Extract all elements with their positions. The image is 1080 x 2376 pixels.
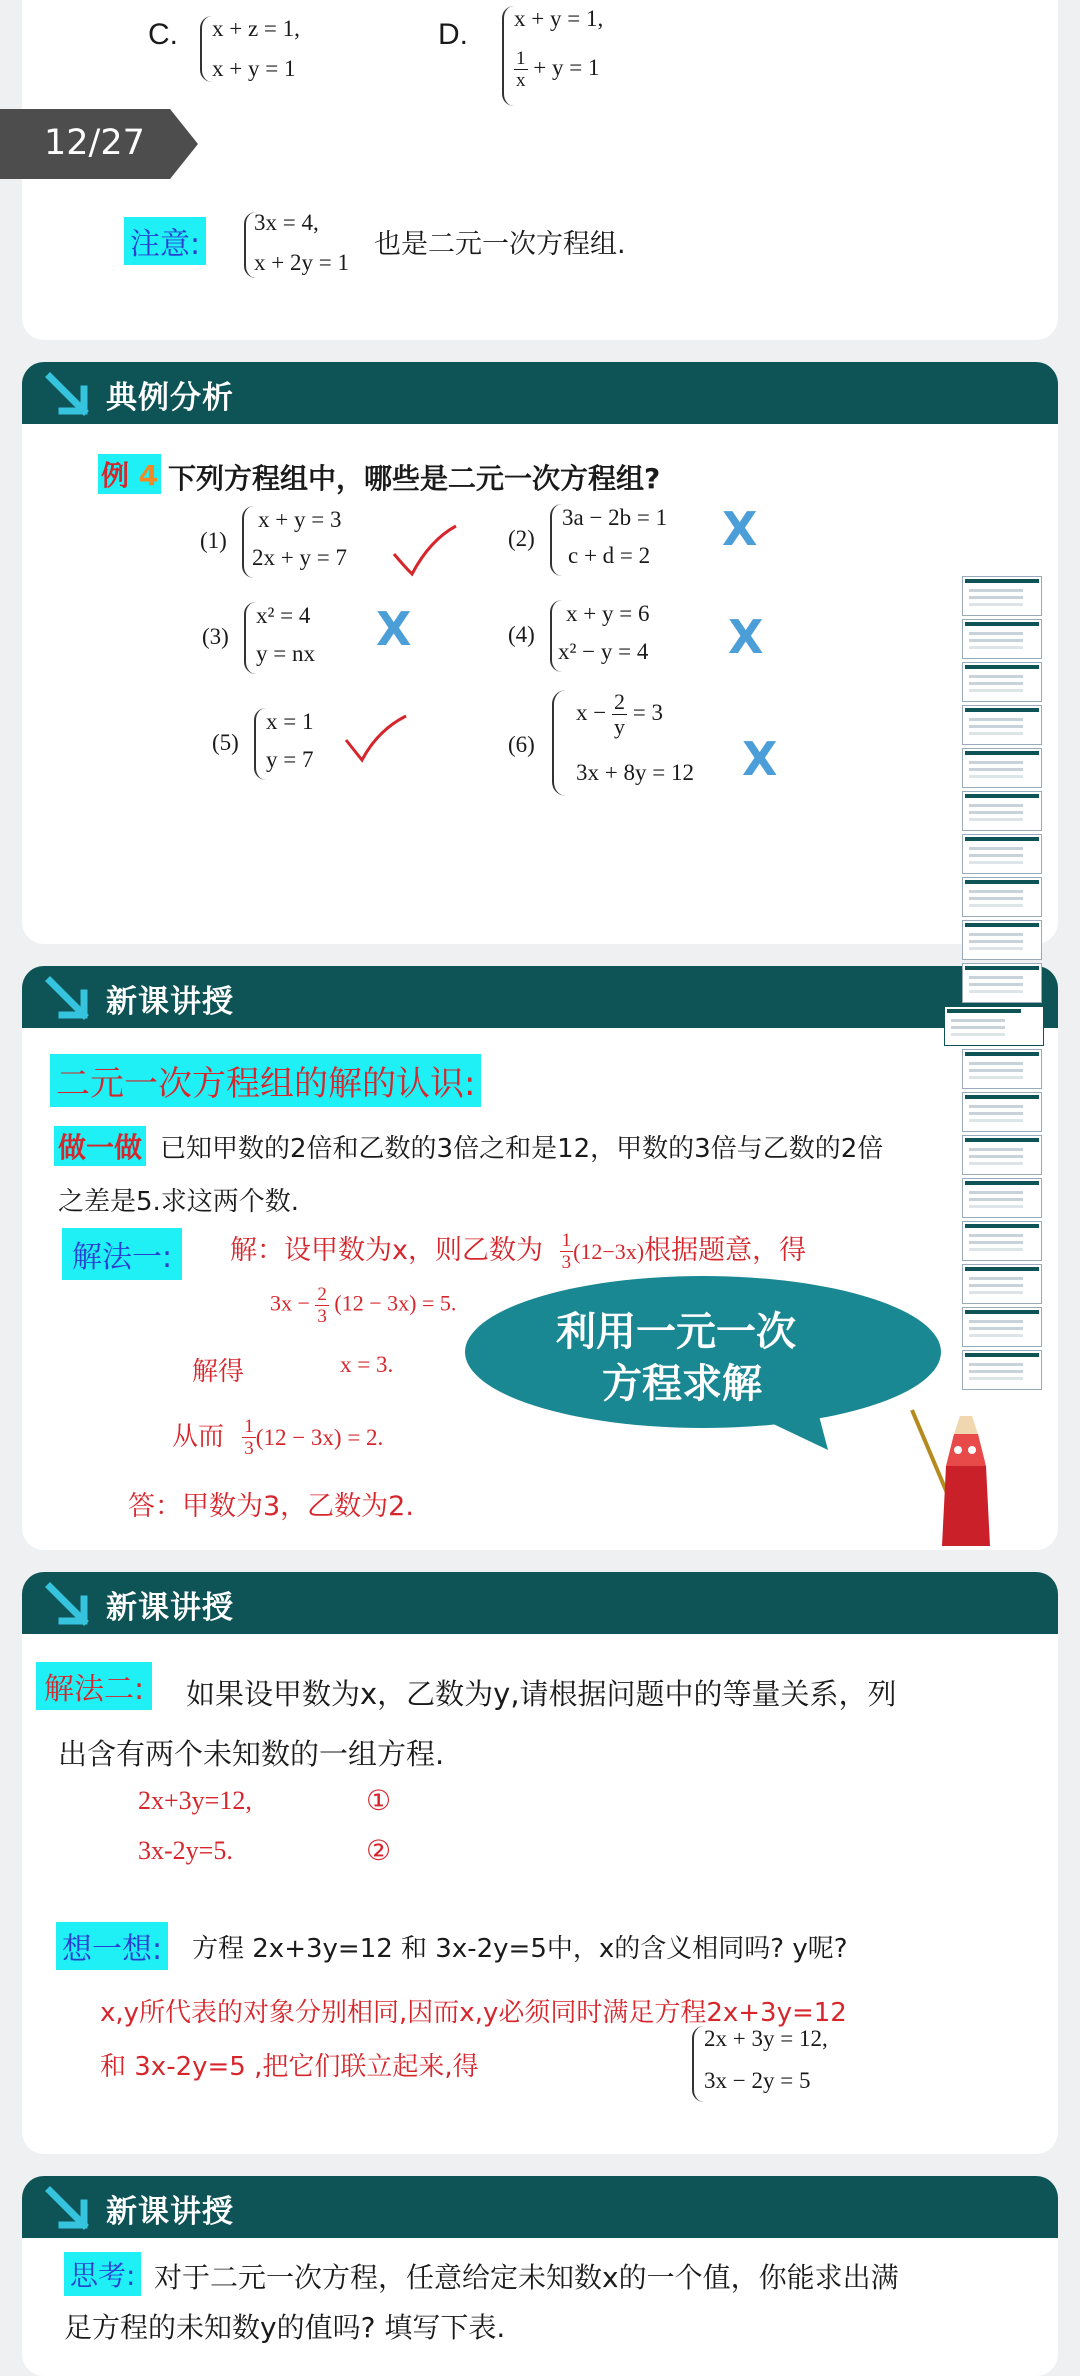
method-one-tail: 根据题意，得 bbox=[644, 1235, 807, 1266]
arrow-down-right-icon bbox=[44, 369, 92, 417]
option-d-label: D. bbox=[438, 18, 468, 51]
think-text-line1: 对于二元一次方程，任意给定未知数x的一个值，你能求出满 bbox=[154, 2261, 899, 2294]
think-label: 想一想: bbox=[56, 1922, 168, 1970]
system-eq1: 2x+3y=12, bbox=[138, 1786, 252, 1815]
task-text-line1: 已知甲数的2倍和乙数的3倍之和是12，甲数的3倍与乙数的2倍 bbox=[160, 1134, 884, 1164]
system-4-eq1: x + y = 6 bbox=[566, 601, 650, 626]
arrow-down-right-icon bbox=[44, 973, 92, 1021]
slide-thumbnail[interactable] bbox=[962, 1092, 1042, 1132]
method-two-label: 解法二: bbox=[36, 1662, 152, 1710]
system-6-frac-den: y bbox=[613, 714, 625, 739]
slide-thumbnail[interactable] bbox=[962, 791, 1042, 831]
arrow-down-right-icon bbox=[44, 1579, 92, 1627]
slide-thumbnail[interactable] bbox=[962, 619, 1042, 659]
example-number: 4 bbox=[138, 459, 159, 492]
checkmark-icon bbox=[390, 522, 460, 582]
page-indicator bbox=[0, 109, 198, 179]
teacher-pencil-figure bbox=[906, 1406, 996, 1550]
bubble-line2: 方程求解 bbox=[602, 1361, 762, 1407]
system-6-eq1-left: x − bbox=[576, 699, 607, 725]
solve-value: x = 3. bbox=[340, 1352, 394, 1377]
answer-text: 答：甲数为3，乙数为2. bbox=[128, 1491, 414, 1522]
answer-line2: 和 3x-2y=5 ,把它们联立起来,得 bbox=[100, 2052, 479, 2082]
method-two-text-line1: 如果设甲数为x，乙数为y,请根据问题中的等量关系，列 bbox=[186, 1677, 897, 1711]
system-3-eq2: y = nx bbox=[256, 641, 315, 666]
slide-thumbnail[interactable] bbox=[962, 1135, 1042, 1175]
equation-frac-den: 3 bbox=[317, 1306, 327, 1327]
system-1-eq2: 2x + y = 7 bbox=[252, 545, 347, 570]
task-text-line2: 之差是5.求这两个数. bbox=[58, 1187, 300, 1217]
section-header bbox=[22, 2176, 1058, 2238]
slide-card-example bbox=[22, 362, 1058, 944]
example-label bbox=[98, 454, 161, 494]
solve-label: 解得 bbox=[192, 1357, 245, 1387]
system-6-eq2: 3x + 8y = 12 bbox=[576, 760, 694, 785]
option-c-eq1: x + z = 1, bbox=[212, 16, 300, 41]
slide-thumbnail[interactable] bbox=[962, 963, 1042, 1003]
system-4-eq2: x² − y = 4 bbox=[558, 639, 649, 664]
system-6-frac-num: 2 bbox=[613, 689, 625, 714]
slide-thumbnail-current[interactable] bbox=[944, 1006, 1044, 1046]
method-one-lead: 解：设甲数为x，则乙数为 bbox=[230, 1235, 543, 1266]
slide-thumbnail[interactable] bbox=[962, 662, 1042, 702]
slide-card-think bbox=[22, 2176, 1058, 2376]
cross-icon: X bbox=[722, 502, 758, 556]
thus-frac-den: 3 bbox=[244, 1438, 254, 1459]
option-c-label: C. bbox=[148, 18, 178, 51]
equation-right: (12 − 3x) = 5. bbox=[334, 1290, 457, 1316]
cross-icon: X bbox=[728, 610, 764, 664]
system-2-brace bbox=[550, 504, 562, 576]
slide-thumbnail[interactable] bbox=[962, 748, 1042, 788]
thus-frac-num: 1 bbox=[244, 1416, 254, 1437]
combined-system-eq1: 2x + 3y = 12, bbox=[704, 2026, 828, 2051]
thus-line bbox=[172, 1416, 383, 1459]
system-6-eq1-right: = 3 bbox=[632, 699, 663, 725]
method-one-frac-den: 3 bbox=[561, 1252, 572, 1273]
system-eq2-number: ② bbox=[366, 1834, 392, 1867]
system-2-number: (2) bbox=[508, 526, 535, 551]
combined-system-eq2: 3x − 2y = 5 bbox=[704, 2068, 811, 2093]
slide-thumbnail[interactable] bbox=[962, 1178, 1042, 1218]
slide-thumbnail[interactable] bbox=[962, 1307, 1042, 1347]
option-d-eq2-rest: + y = 1 bbox=[533, 54, 600, 80]
system-4-number: (4) bbox=[508, 622, 535, 647]
method-one-expr: (12−3x) bbox=[573, 1239, 645, 1264]
slide-thumbnail[interactable] bbox=[962, 1049, 1042, 1089]
slide-thumbnail[interactable] bbox=[962, 705, 1042, 745]
system-6-number: (6) bbox=[508, 732, 535, 757]
answer-line1: x,y所代表的对象分别相同,因而x,y必须同时满足方程2x+3y=12 bbox=[100, 1998, 847, 2028]
method-one-text bbox=[230, 1228, 806, 1273]
section-header bbox=[22, 966, 1058, 1028]
equation-frac-num: 2 bbox=[317, 1284, 327, 1305]
bubble-line1: 利用一元一次 bbox=[556, 1309, 796, 1355]
note-text: 也是二元一次方程组. bbox=[374, 229, 626, 260]
slide-thumbnail[interactable] bbox=[962, 834, 1042, 874]
system-2-eq2: c + d = 2 bbox=[568, 543, 651, 568]
option-c-eq2: x + y = 1 bbox=[212, 56, 296, 81]
note-eq2: x + 2y = 1 bbox=[254, 250, 349, 275]
slide-thumbnail[interactable] bbox=[962, 877, 1042, 917]
slide-thumbnail[interactable] bbox=[962, 1221, 1042, 1261]
option-c-brace bbox=[200, 16, 212, 82]
slide-thumbnail[interactable] bbox=[962, 1350, 1042, 1390]
system-6-brace bbox=[552, 690, 566, 796]
option-d-eq2 bbox=[514, 48, 599, 91]
note-label: 注意: bbox=[124, 217, 206, 265]
system-3-eq1: x² = 4 bbox=[256, 603, 311, 628]
slide-thumbnail[interactable] bbox=[962, 1264, 1042, 1304]
combined-system-brace bbox=[692, 2026, 704, 2102]
method-one-label: 解法一: bbox=[62, 1228, 182, 1280]
section-header bbox=[22, 362, 1058, 424]
think-text-line2: 足方程的未知数y的值吗? 填写下表. bbox=[64, 2311, 506, 2344]
system-5-eq1: x = 1 bbox=[266, 709, 314, 734]
slide-thumbnail[interactable] bbox=[962, 576, 1042, 616]
checkmark-icon bbox=[342, 712, 412, 766]
option-d-brace bbox=[502, 6, 514, 106]
system-5-brace bbox=[254, 708, 266, 780]
arrow-down-right-icon bbox=[44, 2183, 92, 2231]
task-label: 做一做 bbox=[54, 1126, 146, 1166]
option-d-frac-num: 1 bbox=[516, 48, 526, 69]
system-3-number: (3) bbox=[202, 624, 229, 649]
section-title: 新课讲授 bbox=[106, 2194, 234, 2230]
page-indicator-text: 12/27 bbox=[44, 123, 145, 163]
system-2-eq1: 3a − 2b = 1 bbox=[562, 505, 668, 530]
slide-card-method-one bbox=[22, 966, 1058, 1550]
slide-card-method-two bbox=[22, 1572, 1058, 2154]
equation-line bbox=[270, 1284, 456, 1327]
slide-thumbnail[interactable] bbox=[962, 920, 1042, 960]
example-label-text: 例 bbox=[101, 459, 130, 492]
option-d-frac-den: x bbox=[516, 70, 526, 91]
option-d-eq1: x + y = 1, bbox=[514, 6, 604, 31]
system-6-eq1 bbox=[576, 690, 663, 739]
equation-left: 3x − bbox=[270, 1290, 310, 1316]
note-eq1: 3x = 4, bbox=[254, 210, 319, 235]
section-title: 新课讲授 bbox=[106, 1590, 234, 1626]
thus-expr: (12 − 3x) = 2. bbox=[255, 1425, 384, 1450]
system-3-brace bbox=[244, 602, 256, 674]
system-eq2: 3x-2y=5. bbox=[138, 1836, 233, 1865]
section-title: 典例分析 bbox=[106, 380, 234, 416]
slide-thumbnail-strip[interactable] bbox=[962, 576, 1042, 1393]
system-1-eq1: x + y = 3 bbox=[258, 507, 342, 532]
topic-heading: 二元一次方程组的解的认识: bbox=[50, 1054, 481, 1107]
system-eq1-number: ① bbox=[366, 1784, 392, 1817]
method-one-frac-num: 1 bbox=[561, 1230, 572, 1251]
method-two-text-line2: 出含有两个未知数的一组方程. bbox=[58, 1737, 445, 1771]
system-5-number: (5) bbox=[212, 730, 239, 755]
cross-icon: X bbox=[742, 732, 778, 786]
example-question: 下列方程组中，哪些是二元一次方程组? bbox=[168, 462, 661, 495]
section-title: 新课讲授 bbox=[106, 984, 234, 1020]
think-label: 思考: bbox=[64, 2252, 141, 2296]
cross-icon: X bbox=[376, 602, 412, 656]
system-1-number: (1) bbox=[200, 528, 227, 553]
thus-label: 从而 bbox=[172, 1422, 225, 1452]
section-header bbox=[22, 1572, 1058, 1634]
think-text: 方程 2x+3y=12 和 3x-2y=5中，x的含义相同吗? y呢? bbox=[192, 1934, 848, 1964]
system-5-eq2: y = 7 bbox=[266, 747, 314, 772]
